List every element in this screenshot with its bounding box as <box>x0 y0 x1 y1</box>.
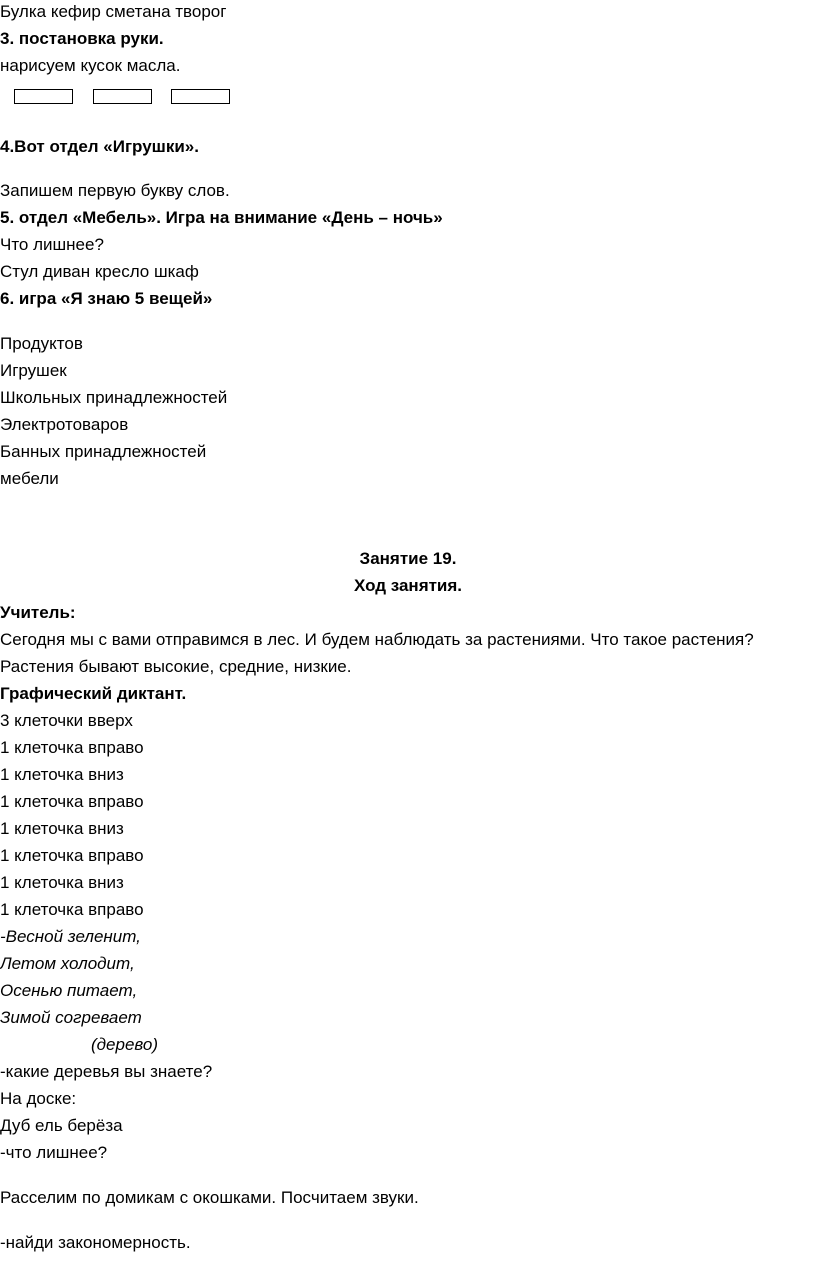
section-heading: 5. отдел «Мебель». Игра на внимание «День – ночь» <box>0 208 443 227</box>
lesson-subtitle: Ход занятия. <box>353 576 463 595</box>
text-line: Дуб ель берёза <box>0 1116 123 1135</box>
text-line: Растения бывают высокие, средние, низкие. <box>0 657 352 676</box>
list-item: мебели <box>0 469 59 488</box>
text-line: -найди закономерность. <box>0 1233 191 1252</box>
list-item: Школьных принадлежностей <box>0 388 228 407</box>
dictation-step: 1 клеточка вниз <box>0 765 124 784</box>
dictation-step: 1 клеточка вправо <box>0 738 144 757</box>
text-line: Расселим по домикам с окошками. Посчитаем звуки. <box>0 1188 419 1207</box>
teacher-label: Учитель: <box>0 603 76 622</box>
text-line: Что лишнее? <box>0 235 104 254</box>
text-line: Сегодня мы с вами отправимся в лес. И будем наблюдать за растениями. Что такое растения? <box>0 630 754 649</box>
dictation-step: 1 клеточка вниз <box>0 873 124 892</box>
riddle-line: Летом холодит, <box>0 954 135 973</box>
riddle-line: -Весной зеленит, <box>0 927 141 946</box>
drawing-box <box>171 89 230 104</box>
riddle-line: Зимой согревает <box>0 1008 142 1027</box>
lesson-title: Занятие 19. <box>359 549 457 568</box>
text-line: нарисуем кусок масла. <box>0 56 181 75</box>
text-line: -какие деревья вы знаете? <box>0 1062 213 1081</box>
list-item: Игрушек <box>0 361 67 380</box>
dictation-step: 1 клеточка вниз <box>0 819 124 838</box>
section-heading: Графический диктант. <box>0 684 187 703</box>
section-heading: 6. игра «Я знаю 5 вещей» <box>0 289 213 308</box>
drawing-box <box>93 89 152 104</box>
dictation-step: 1 клеточка вправо <box>0 900 144 919</box>
dictation-step: 3 клеточки вверх <box>0 711 133 730</box>
section-heading: 4.Вот отдел «Игрушки». <box>0 137 199 156</box>
list-item: Банных принадлежностей <box>0 442 207 461</box>
text-line: Стул диван кресло шкаф <box>0 262 199 281</box>
riddle-answer: (дерево) <box>91 1035 159 1054</box>
text-line: -что лишнее? <box>0 1143 108 1162</box>
drawing-box <box>14 89 73 104</box>
list-item: Продуктов <box>0 334 83 353</box>
dictation-step: 1 клеточка вправо <box>0 792 144 811</box>
riddle-line: Осенью питает, <box>0 981 138 1000</box>
text-line: На доске: <box>0 1089 77 1108</box>
text-line: Запишем первую букву слов. <box>0 181 230 200</box>
text-line: Булка кефир сметана творог <box>0 2 227 21</box>
list-item: Электротоваров <box>0 415 129 434</box>
section-heading: 3. постановка руки. <box>0 29 164 48</box>
dictation-step: 1 клеточка вправо <box>0 846 144 865</box>
